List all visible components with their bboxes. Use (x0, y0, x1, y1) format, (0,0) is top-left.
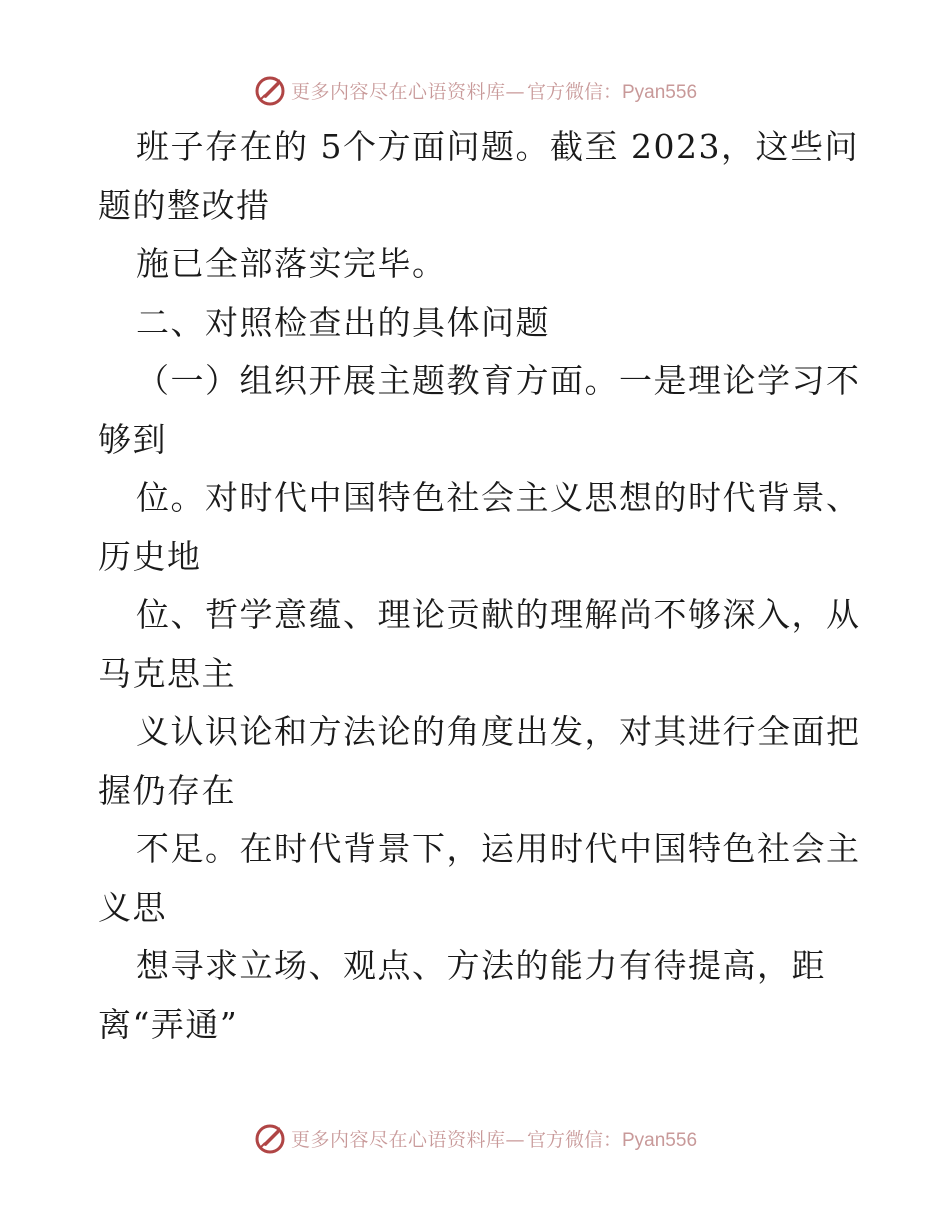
section-heading: 二、对照检查出的具体问题 (136, 302, 550, 342)
body-line: 握仍存在 (98, 770, 236, 810)
body-line: 题的整改措 (98, 185, 271, 225)
body-line: 离“弄通” (98, 1004, 239, 1044)
banner-site-text: 更多内容尽在心语资料库— (290, 80, 525, 103)
body-line: 义认识论和方法论的角度出发，对其进行全面把 (136, 712, 861, 751)
body-line: 义思 (98, 887, 167, 927)
document-body (98, 118, 898, 1054)
body-line: 够到 (98, 419, 167, 459)
body-line: 想寻求立场、观点、方法的能力有待提高，距 (136, 946, 826, 985)
body-line: （一）组织开展主题教育方面。一是理论学习不 (136, 361, 861, 400)
body-line: 不足。在时代背景下，运用时代中国特色社会主 (136, 829, 861, 868)
body-line: 位。对时代中国特色社会主义思想的时代背景、 (136, 478, 861, 517)
quill-logo-icon (253, 1121, 287, 1155)
header-banner (0, 70, 950, 110)
banner-wechat-text: 官方微信：Pyan556 (527, 1129, 698, 1151)
body-line: 班子存在的 5个方面问题。截至 2023，这些问 (136, 127, 859, 166)
banner-wechat-text: 官方微信：Pyan556 (527, 81, 698, 103)
quill-logo-icon (253, 73, 287, 107)
body-line: 施已全部落实完毕。 (136, 244, 447, 283)
body-line: 马克思主 (98, 653, 236, 693)
body-line: 位、哲学意蕴、理论贡献的理解尚不够深入，从 (136, 595, 861, 634)
banner-site-text: 更多内容尽在心语资料库— (290, 1128, 525, 1151)
body-line: 历史地 (98, 536, 202, 576)
footer-banner (0, 1118, 950, 1158)
